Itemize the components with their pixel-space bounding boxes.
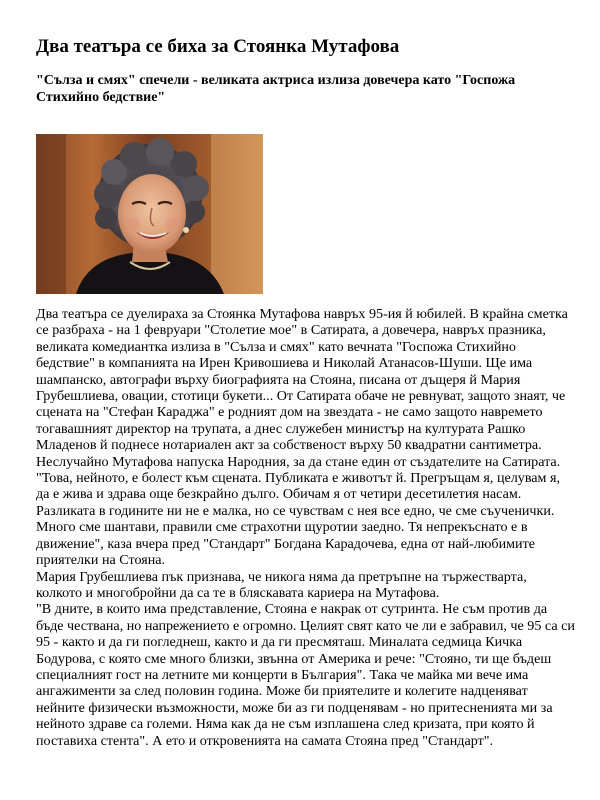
portrait-photo-icon (36, 134, 263, 294)
article-paragraph: "В дните, в които има представление, Стояна е накрак от сутринта. Не съм против да бъде чествана, но напрежението е огромно. Целият свят като че ли е забравил, че 95 са си 95 - както и да ги погледнеш, както и да ги пресмяташ. Миналата седмица Кичка Бодурова, с която сме много близки, звънна от Америка и рече: "Стояно, ти ще бъдеш специалният гост на летните ми концерти в България". Така че майка ми вече има ангажименти за след половин година. Може би приятелите и колегите надценяват нейните физически възможности, може би аз ги подценявам - но притеснениятa ми за нейното здраве са големи. Няма как да не съм изплашена след кризата, при която й поставиха стента". А ето и откровенията на самата Стояна пред "Стандарт". (36, 601, 575, 749)
article-paragraph: Два театъра се дуелираха за Стоянка Мутафова навръх 95-ия й юбилей. В крайна сметка се разбраха - на 1 февруари "Столетие мое" в Сатирата, а довечера, навръх празника, великата комедиантка излиза в "Сълза и смях" като вечната "Госпожа Стихийно бедствие" в компанията на Ирен Кривошиева и Николай Атанасов-Шуши. Ще има шампанско, автографи върху биографията на Стояна, писана от дъщеря й Мария Грубешлиева, овации, стотици букети... От Сатирата обаче не ревнуват, защото знаят, че сцената на "Стефан Караджа" е родният дом на звездата - не само защото навремето тогавашният директор на трупата, а днес служебен министър на културата Рашко Младенов й поднесе нотариален акт за собственост върху 50 квадратни сантиметра. Неслучайно Мутафова напуска Народния, за да стане един от създателите на Сатирата. (36, 306, 568, 470)
article-paragraph: "Това, нейното, е болест към сцената. Публиката е животът й. Прегръщам я, целувам я, да е жива и здрава още безкрайно дълго. Обичам я от четири десетилетия насам. Разликата в годините ни не е малка, но се чувствам с нея все едно, че сме съученички. Много сме шантави, правили сме страхотни щуротии заедно. Тя непрекъснато е в движение", каза вчера пред "Стандарт" Богдана Карадочева, една от най-любимите приятелки на Стояна. (36, 470, 561, 569)
article-title: Два театъра се биха за Стоянка Мутафова (36, 36, 400, 57)
article-paragraph: Мария Грубешлиева пък признава, че никога няма да претръпне на тържестварта, колкото и многобройни да са те в бляскавата кариера на Мутафова. (36, 568, 527, 601)
article-body (36, 306, 576, 749)
article (36, 36, 576, 749)
portrait-photo (36, 134, 263, 294)
article-subtitle: "Сълза и смях" спечели - великата актриса излиза довечера като "Госпожа Стихийно бедствие" (36, 73, 516, 105)
